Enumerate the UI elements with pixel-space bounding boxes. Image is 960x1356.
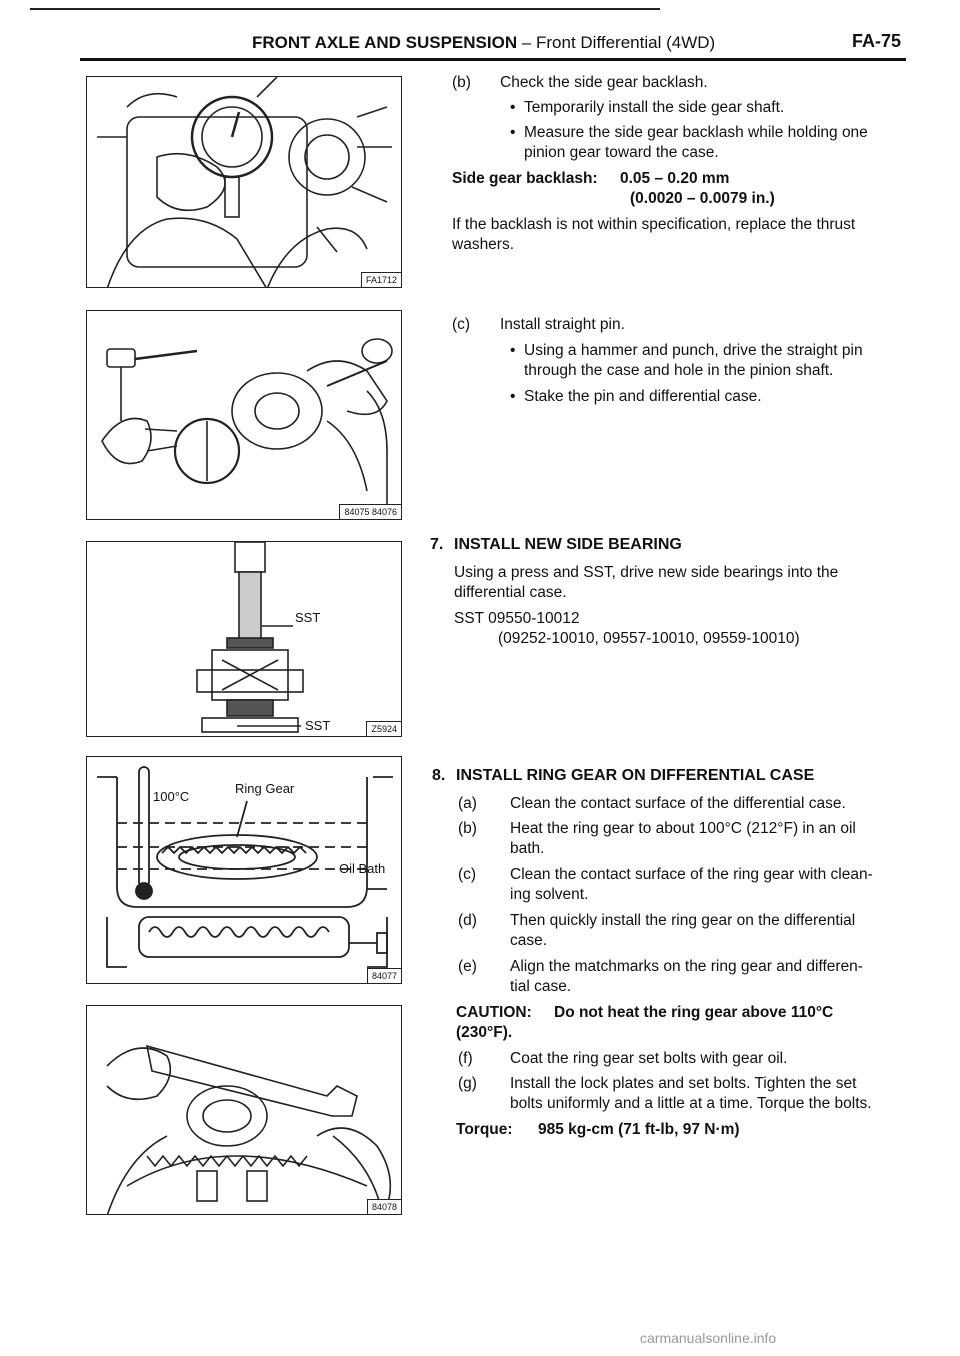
step-8e-label: (e): [458, 958, 477, 975]
figure-code: 84077: [367, 968, 401, 983]
figure-backlash-measurement: [86, 76, 402, 288]
step-8a-text: Clean the contact surface of the differential case.: [510, 795, 846, 812]
step-8e-line-1: Align the matchmarks on the ring gear and differen-: [510, 958, 863, 975]
subsection-title: – Front Differential (4WD): [521, 33, 716, 52]
torque-wrench-illustration: [87, 1006, 402, 1215]
step-8b-label: (b): [458, 820, 477, 837]
page-header-title: [252, 33, 715, 53]
figure-code: Z5924: [366, 721, 401, 736]
step-b-bullet-1: • Temporarily install the side gear shaft.: [524, 97, 784, 118]
figure-side-bearing-press: [86, 541, 402, 737]
figure-oil-bath: [86, 756, 402, 984]
step-c-title: Install straight pin.: [500, 316, 625, 333]
page-number: FA-75: [852, 31, 902, 51]
backlash-spec-in: (0.0020 – 0.0079 in.): [630, 190, 775, 207]
step-b-title: Check the side gear backlash.: [500, 74, 708, 91]
step-7-heading: INSTALL NEW SIDE BEARING: [454, 536, 682, 553]
step-7-line-2: differential case.: [454, 584, 567, 601]
temperature-label: 100°C: [153, 789, 190, 804]
step-b-note-line-1: If the backlash is not within specification, replace the thrust: [452, 216, 856, 233]
step-c-bullet-1-line-2: through the case and hole in the pinion shaft.: [524, 362, 834, 379]
step-8d-line-1: Then quickly install the ring gear on the differential: [510, 912, 856, 929]
section-title: FRONT AXLE AND SUSPENSION: [252, 33, 518, 52]
step-8d-line-2: case.: [510, 932, 548, 949]
step-8d-label: (d): [458, 912, 477, 929]
step-b-label: (b): [452, 74, 471, 91]
torque-value: 985 kg-cm (71 ft-lb, 97 N·m): [538, 1121, 740, 1138]
step-7-number: 7.: [430, 536, 444, 553]
step-8f-label: (f): [458, 1050, 473, 1067]
dial-indicator-illustration: [87, 77, 402, 288]
step-8c-label: (c): [458, 866, 477, 883]
step-c-bullet-1-line-1: • Using a hammer and punch, drive the straight pin: [524, 340, 863, 361]
step-8g-line-1: Install the lock plates and set bolts. Tighten the set: [510, 1075, 857, 1092]
torque-label: Torque:: [456, 1121, 513, 1138]
hammer-punch-illustration: [87, 311, 402, 520]
step-8c-line-2: ing solvent.: [510, 886, 589, 903]
figure-code: 84078: [367, 1199, 401, 1214]
caution-label: CAUTION:: [456, 1004, 532, 1021]
step-c-label: (c): [452, 316, 471, 333]
sst-label-lower: SST: [305, 718, 331, 733]
step-8b-line-1: Heat the ring gear to about 100°C (212°F) in an oil: [510, 820, 856, 837]
step-8b-line-2: bath.: [510, 840, 545, 857]
figure-straight-pin: [86, 310, 402, 520]
step-8-heading: INSTALL RING GEAR ON DIFFERENTIAL CASE: [456, 767, 815, 784]
step-7-sst-line-2: (09252-10010, 09557-10010, 09559-10010): [498, 630, 800, 647]
caution-line-1: Do not heat the ring gear above 110°C: [554, 1004, 834, 1021]
site-watermark: carmanualsonline.info: [640, 1330, 777, 1346]
step-8c-line-1: Clean the contact surface of the ring gear with clean-: [510, 866, 873, 883]
backlash-spec-label: Side gear backlash:: [452, 170, 598, 187]
step-c-bullet-2: • Stake the pin and differential case.: [524, 386, 762, 407]
step-8g-label: (g): [458, 1075, 477, 1092]
step-8e-line-2: tial case.: [510, 978, 572, 995]
step-8f-text: Coat the ring gear set bolts with gear oil.: [510, 1050, 788, 1067]
figure-torque-bolts: [86, 1005, 402, 1215]
sst-label-upper: SST: [295, 610, 321, 625]
header-rule: [80, 58, 906, 61]
sst-press-illustration: [87, 542, 402, 737]
figure-code: FA1712: [361, 272, 401, 287]
step-7-line-1: Using a press and SST, drive new side bearings into the: [454, 564, 839, 581]
top-rule: [30, 8, 660, 10]
step-8a-label: (a): [458, 795, 477, 812]
oil-bath-label: Oil Bath: [339, 861, 386, 876]
step-8-number: 8.: [432, 767, 446, 784]
backlash-spec-mm: 0.05 – 0.20 mm: [620, 170, 730, 187]
caution-line-2: (230°F).: [456, 1024, 513, 1041]
step-b-bullet-2-line-1: • Measure the side gear backlash while holding one: [524, 122, 868, 143]
step-8g-line-2: bolts uniformly and a little at a time. Torque the bolts.: [510, 1095, 872, 1112]
ring-gear-label: Ring Gear: [235, 781, 295, 796]
figure-code: 84075 84076: [339, 504, 401, 519]
step-7-sst-line-1: SST 09550-10012: [454, 610, 580, 627]
step-b-note-line-2: washers.: [452, 236, 515, 253]
step-b-bullet-2-line-2: pinion gear toward the case.: [524, 144, 719, 161]
